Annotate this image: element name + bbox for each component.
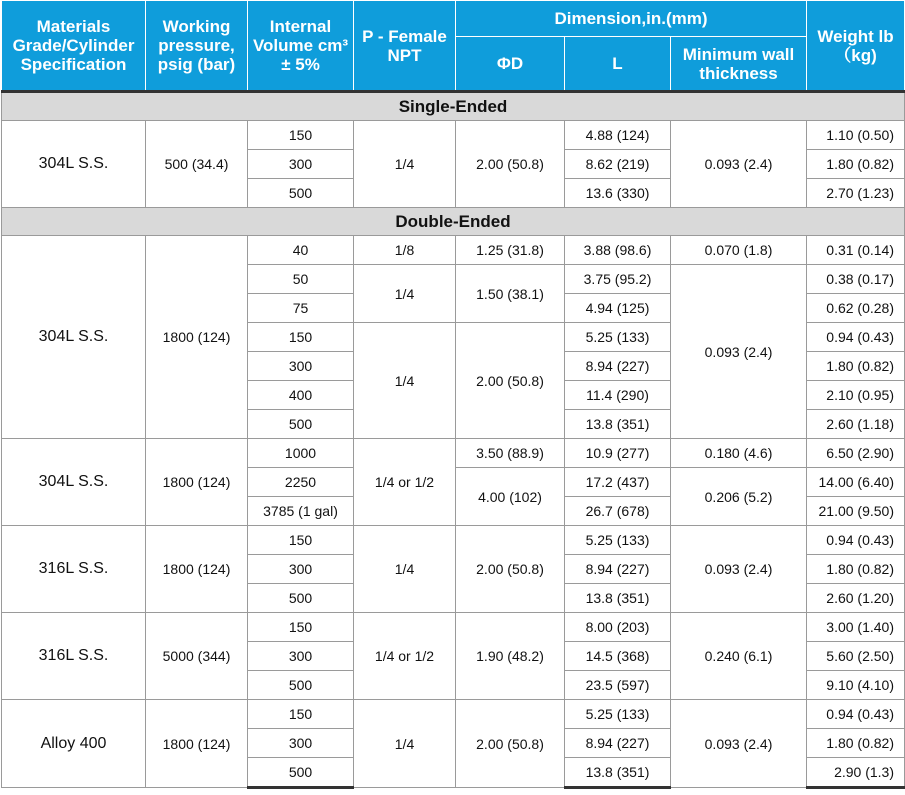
weight-cell: 2.60 (1.20) [807, 584, 905, 613]
wall-cell: 0.206 (5.2) [671, 468, 807, 526]
header-od: ΦD [456, 37, 565, 92]
length-cell: 11.4 (290) [565, 381, 671, 410]
table-row [2, 700, 905, 729]
npt-cell: 1/4 [354, 526, 456, 613]
wall-cell: 0.093 (2.4) [671, 526, 807, 613]
length-cell: 4.88 (124) [565, 121, 671, 150]
length-cell: 8.94 (227) [565, 352, 671, 381]
od-cell: 1.50 (38.1) [456, 265, 565, 323]
length-cell: 4.94 (125) [565, 294, 671, 323]
volume-cell: 150 [248, 526, 354, 555]
length-cell: 14.5 (368) [565, 642, 671, 671]
volume-cell: 40 [248, 236, 354, 265]
weight-cell: 1.10 (0.50) [807, 121, 905, 150]
volume-cell: 500 [248, 671, 354, 700]
volume-cell: 3785 (1 gal) [248, 497, 354, 526]
npt-cell: 1/4 or 1/2 [354, 613, 456, 700]
material-cell: 304L S.S. [2, 439, 146, 526]
wall-cell: 0.093 (2.4) [671, 121, 807, 208]
length-cell: 8.62 (219) [565, 150, 671, 179]
volume-cell: 2250 [248, 468, 354, 497]
length-cell: 5.25 (133) [565, 700, 671, 729]
weight-cell: 0.94 (0.43) [807, 323, 905, 352]
volume-cell: 300 [248, 642, 354, 671]
volume-cell: 300 [248, 352, 354, 381]
wall-cell: 0.240 (6.1) [671, 613, 807, 700]
header-working-pressure: Working pressure, psig (bar) [146, 1, 248, 92]
table-row [2, 526, 905, 555]
weight-cell: 0.31 (0.14) [807, 236, 905, 265]
npt-cell: 1/4 [354, 700, 456, 788]
weight-cell: 1.80 (0.82) [807, 352, 905, 381]
weight-cell: 21.00 (9.50) [807, 497, 905, 526]
weight-cell: 2.60 (1.18) [807, 410, 905, 439]
length-cell: 5.25 (133) [565, 323, 671, 352]
npt-cell: 1/4 [354, 121, 456, 208]
od-cell: 4.00 (102) [456, 468, 565, 526]
volume-cell: 150 [248, 323, 354, 352]
pressure-cell: 5000 (344) [146, 613, 248, 700]
length-cell: 17.2 (437) [565, 468, 671, 497]
pressure-cell: 1800 (124) [146, 526, 248, 613]
material-cell: Alloy 400 [2, 700, 146, 788]
npt-cell: 1/4 [354, 265, 456, 323]
header-weight: Weight lb（kg) [807, 1, 905, 92]
header-min-wall: Minimum wall thickness [671, 37, 807, 92]
wall-cell: 0.093 (2.4) [671, 265, 807, 439]
weight-cell: 0.38 (0.17) [807, 265, 905, 294]
length-cell: 26.7 (678) [565, 497, 671, 526]
length-cell: 13.8 (351) [565, 758, 671, 788]
material-cell: 304L S.S. [2, 236, 146, 439]
weight-cell: 1.80 (0.82) [807, 150, 905, 179]
weight-cell: 2.10 (0.95) [807, 381, 905, 410]
weight-cell: 2.70 (1.23) [807, 179, 905, 208]
npt-cell: 1/4 or 1/2 [354, 439, 456, 526]
pressure-cell: 1800 (124) [146, 700, 248, 788]
volume-cell: 50 [248, 265, 354, 294]
volume-cell: 500 [248, 584, 354, 613]
length-cell: 8.00 (203) [565, 613, 671, 642]
length-cell: 23.5 (597) [565, 671, 671, 700]
weight-cell: 9.10 (4.10) [807, 671, 905, 700]
npt-cell: 1/4 [354, 323, 456, 439]
length-cell: 13.6 (330) [565, 179, 671, 208]
volume-cell: 500 [248, 410, 354, 439]
volume-cell: 300 [248, 729, 354, 758]
weight-cell: 6.50 (2.90) [807, 439, 905, 468]
volume-cell: 75 [248, 294, 354, 323]
weight-cell: 3.00 (1.40) [807, 613, 905, 642]
length-cell: 13.8 (351) [565, 584, 671, 613]
material-cell: 316L S.S. [2, 613, 146, 700]
pressure-cell: 500 (34.4) [146, 121, 248, 208]
volume-cell: 500 [248, 758, 354, 788]
volume-cell: 1000 [248, 439, 354, 468]
length-cell: 13.8 (351) [565, 410, 671, 439]
weight-cell: 5.60 (2.50) [807, 642, 905, 671]
pressure-cell: 1800 (124) [146, 439, 248, 526]
header-npt: P - Female NPT [354, 1, 456, 92]
weight-cell: 0.62 (0.28) [807, 294, 905, 323]
volume-cell: 150 [248, 121, 354, 150]
table-row [2, 439, 905, 468]
od-cell: 1.90 (48.2) [456, 613, 565, 700]
header-length: L [565, 37, 671, 92]
pressure-cell: 1800 (124) [146, 236, 248, 439]
od-cell: 2.00 (50.8) [456, 700, 565, 788]
od-cell: 2.00 (50.8) [456, 526, 565, 613]
wall-cell: 0.070 (1.8) [671, 236, 807, 265]
length-cell: 5.25 (133) [565, 526, 671, 555]
table-row [2, 236, 905, 265]
table-row [2, 121, 905, 150]
weight-cell: 0.94 (0.43) [807, 700, 905, 729]
table-row [2, 613, 905, 642]
wall-cell: 0.093 (2.4) [671, 700, 807, 788]
volume-cell: 150 [248, 613, 354, 642]
length-cell: 10.9 (277) [565, 439, 671, 468]
section-row [2, 208, 905, 236]
section-row [2, 92, 905, 121]
od-cell: 2.00 (50.8) [456, 323, 565, 439]
weight-cell: 14.00 (6.40) [807, 468, 905, 497]
table-header [2, 1, 905, 92]
material-cell: 304L S.S. [2, 121, 146, 208]
weight-cell: 0.94 (0.43) [807, 526, 905, 555]
weight-cell: 1.80 (0.82) [807, 555, 905, 584]
length-cell: 8.94 (227) [565, 555, 671, 584]
weight-cell: 1.80 (0.82) [807, 729, 905, 758]
length-cell: 3.75 (95.2) [565, 265, 671, 294]
volume-cell: 300 [248, 555, 354, 584]
header-materials: Materials Grade/Cylinder Specification [2, 1, 146, 92]
section-double-ended: Double-Ended [2, 208, 905, 236]
section-single-ended: Single-Ended [2, 92, 905, 121]
volume-cell: 400 [248, 381, 354, 410]
od-cell: 3.50 (88.9) [456, 439, 565, 468]
wall-cell: 0.180 (4.6) [671, 439, 807, 468]
header-dimension: Dimension,in.(mm) [456, 1, 807, 37]
od-cell: 1.25 (31.8) [456, 236, 565, 265]
cylinder-spec-table [1, 0, 905, 789]
material-cell: 316L S.S. [2, 526, 146, 613]
weight-cell: 2.90 (1.3) [807, 758, 905, 788]
volume-cell: 300 [248, 150, 354, 179]
od-cell: 2.00 (50.8) [456, 121, 565, 208]
length-cell: 3.88 (98.6) [565, 236, 671, 265]
header-internal-volume: Internal Volume cm³ ± 5% [248, 1, 354, 92]
volume-cell: 500 [248, 179, 354, 208]
length-cell: 8.94 (227) [565, 729, 671, 758]
volume-cell: 150 [248, 700, 354, 729]
npt-cell: 1/8 [354, 236, 456, 265]
